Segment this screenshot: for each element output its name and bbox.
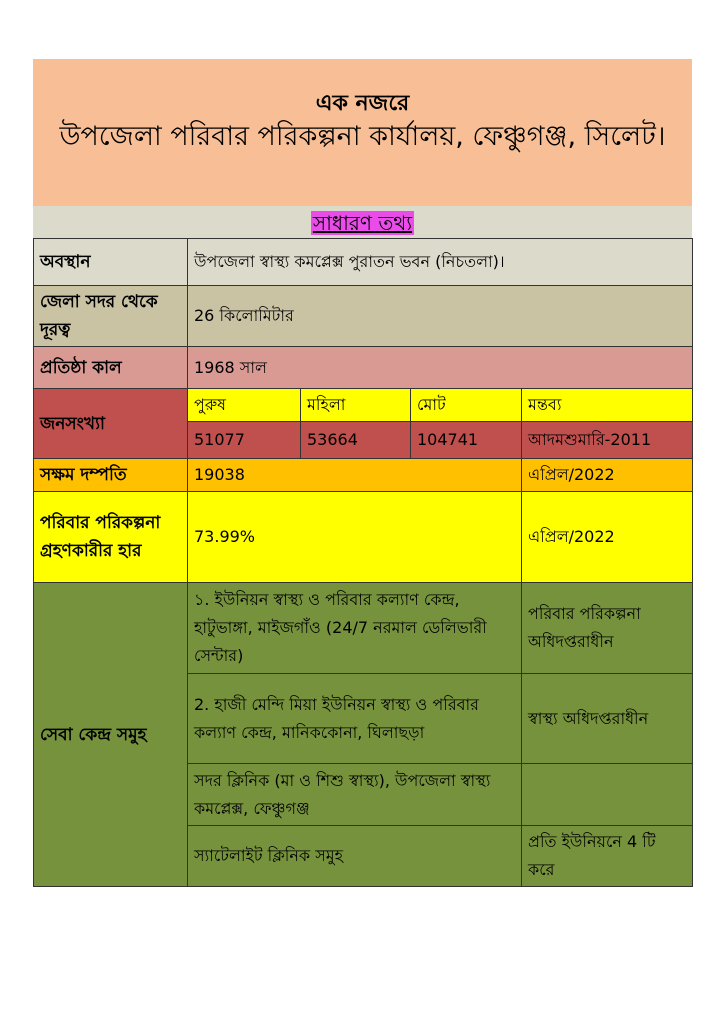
established-value: 1968 সাল bbox=[188, 347, 693, 389]
row-established bbox=[34, 347, 693, 389]
eligible-couples-note: এপ্রিল/2022 bbox=[522, 459, 693, 492]
service-center-2-note: স্বাস্থ্য অধিদপ্তরাধীন bbox=[522, 674, 693, 764]
population-header-remark: মন্তব্য bbox=[522, 389, 693, 422]
info-table bbox=[33, 238, 693, 887]
established-label: প্রতিষ্ঠা কাল bbox=[34, 347, 188, 389]
location-label: অবস্থান bbox=[34, 239, 188, 286]
fp-rate-label: পরিবার পরিকল্পনা গ্রহণকারীর হার bbox=[34, 492, 188, 583]
population-header-total: মোট bbox=[411, 389, 522, 422]
population-male: 51077 bbox=[188, 422, 301, 459]
header-office-name: উপজেলা পরিবার পরিকল্পনা কার্যালয়, ফেঞ্চুগঞ্জ, সিলেট। bbox=[59, 121, 666, 152]
header-title: এক নজরে bbox=[315, 91, 410, 116]
eligible-couples-value: 19038 bbox=[188, 459, 522, 492]
fp-rate-value: 73.99% bbox=[188, 492, 522, 583]
population-header-male: পুরুষ bbox=[188, 389, 301, 422]
population-remark: আদমশুমারি-2011 bbox=[522, 422, 693, 459]
population-header-female: মহিলা bbox=[301, 389, 411, 422]
distance-value: 26 কিলোমিটার bbox=[188, 286, 693, 347]
population-total: 104741 bbox=[411, 422, 522, 459]
row-location bbox=[34, 239, 693, 286]
population-label: জনসংখ্যা bbox=[34, 389, 188, 459]
service-center-3: সদর ক্লিনিক (মা ও শিশু স্বাস্থ্য), উপজেলা স্বাস্থ্য কমপ্লেক্স, ফেঞ্চুগঞ্জ bbox=[188, 764, 522, 826]
service-center-1: ১. ইউনিয়ন স্বাস্থ্য ও পরিবার কল্যাণ কেন্দ্র, হাটুভাঙ্গা, মাইজগাঁও (24/7 নরমাল ডেলিভারী সেন্টার) bbox=[188, 583, 522, 674]
service-center-1-note: পরিবার পরিকল্পনা অধিদপ্তরাধীন bbox=[522, 583, 693, 674]
fp-rate-note: এপ্রিল/2022 bbox=[522, 492, 693, 583]
population-female: 53664 bbox=[301, 422, 411, 459]
row-distance bbox=[34, 286, 693, 347]
section-heading bbox=[33, 206, 692, 238]
eligible-couples-label: সক্ষম দম্পতি bbox=[34, 459, 188, 492]
service-center-4: স্যাটেলাইট ক্লিনিক সমুহ bbox=[188, 826, 522, 887]
service-center-4-note: প্রতি ইউনিয়নে 4 টি করে bbox=[522, 826, 693, 887]
header-block bbox=[33, 59, 692, 206]
service-center-3-note bbox=[522, 764, 693, 826]
location-value: উপজেলা স্বাস্থ্য কমপ্লেক্স পুরাতন ভবন (নিচতলা)। bbox=[188, 239, 693, 286]
row-eligible-couples bbox=[34, 459, 693, 492]
section-title: সাধারণ তথ্য bbox=[312, 211, 413, 235]
row-population-header bbox=[34, 389, 693, 422]
distance-label: জেলা সদর থেকে দূরত্ব bbox=[34, 286, 188, 347]
row-service-1 bbox=[34, 583, 693, 674]
row-fp-rate bbox=[34, 492, 693, 583]
service-centers-label: সেবা কেন্দ্র সমুহ bbox=[34, 583, 188, 887]
fact-sheet bbox=[33, 59, 692, 887]
service-center-2: 2. হাজী মেন্দি মিয়া ইউনিয়ন স্বাস্থ্য ও পরিবার কল্যাণ কেন্দ্র, মানিককোনা, ঘিলাছড়া bbox=[188, 674, 522, 764]
